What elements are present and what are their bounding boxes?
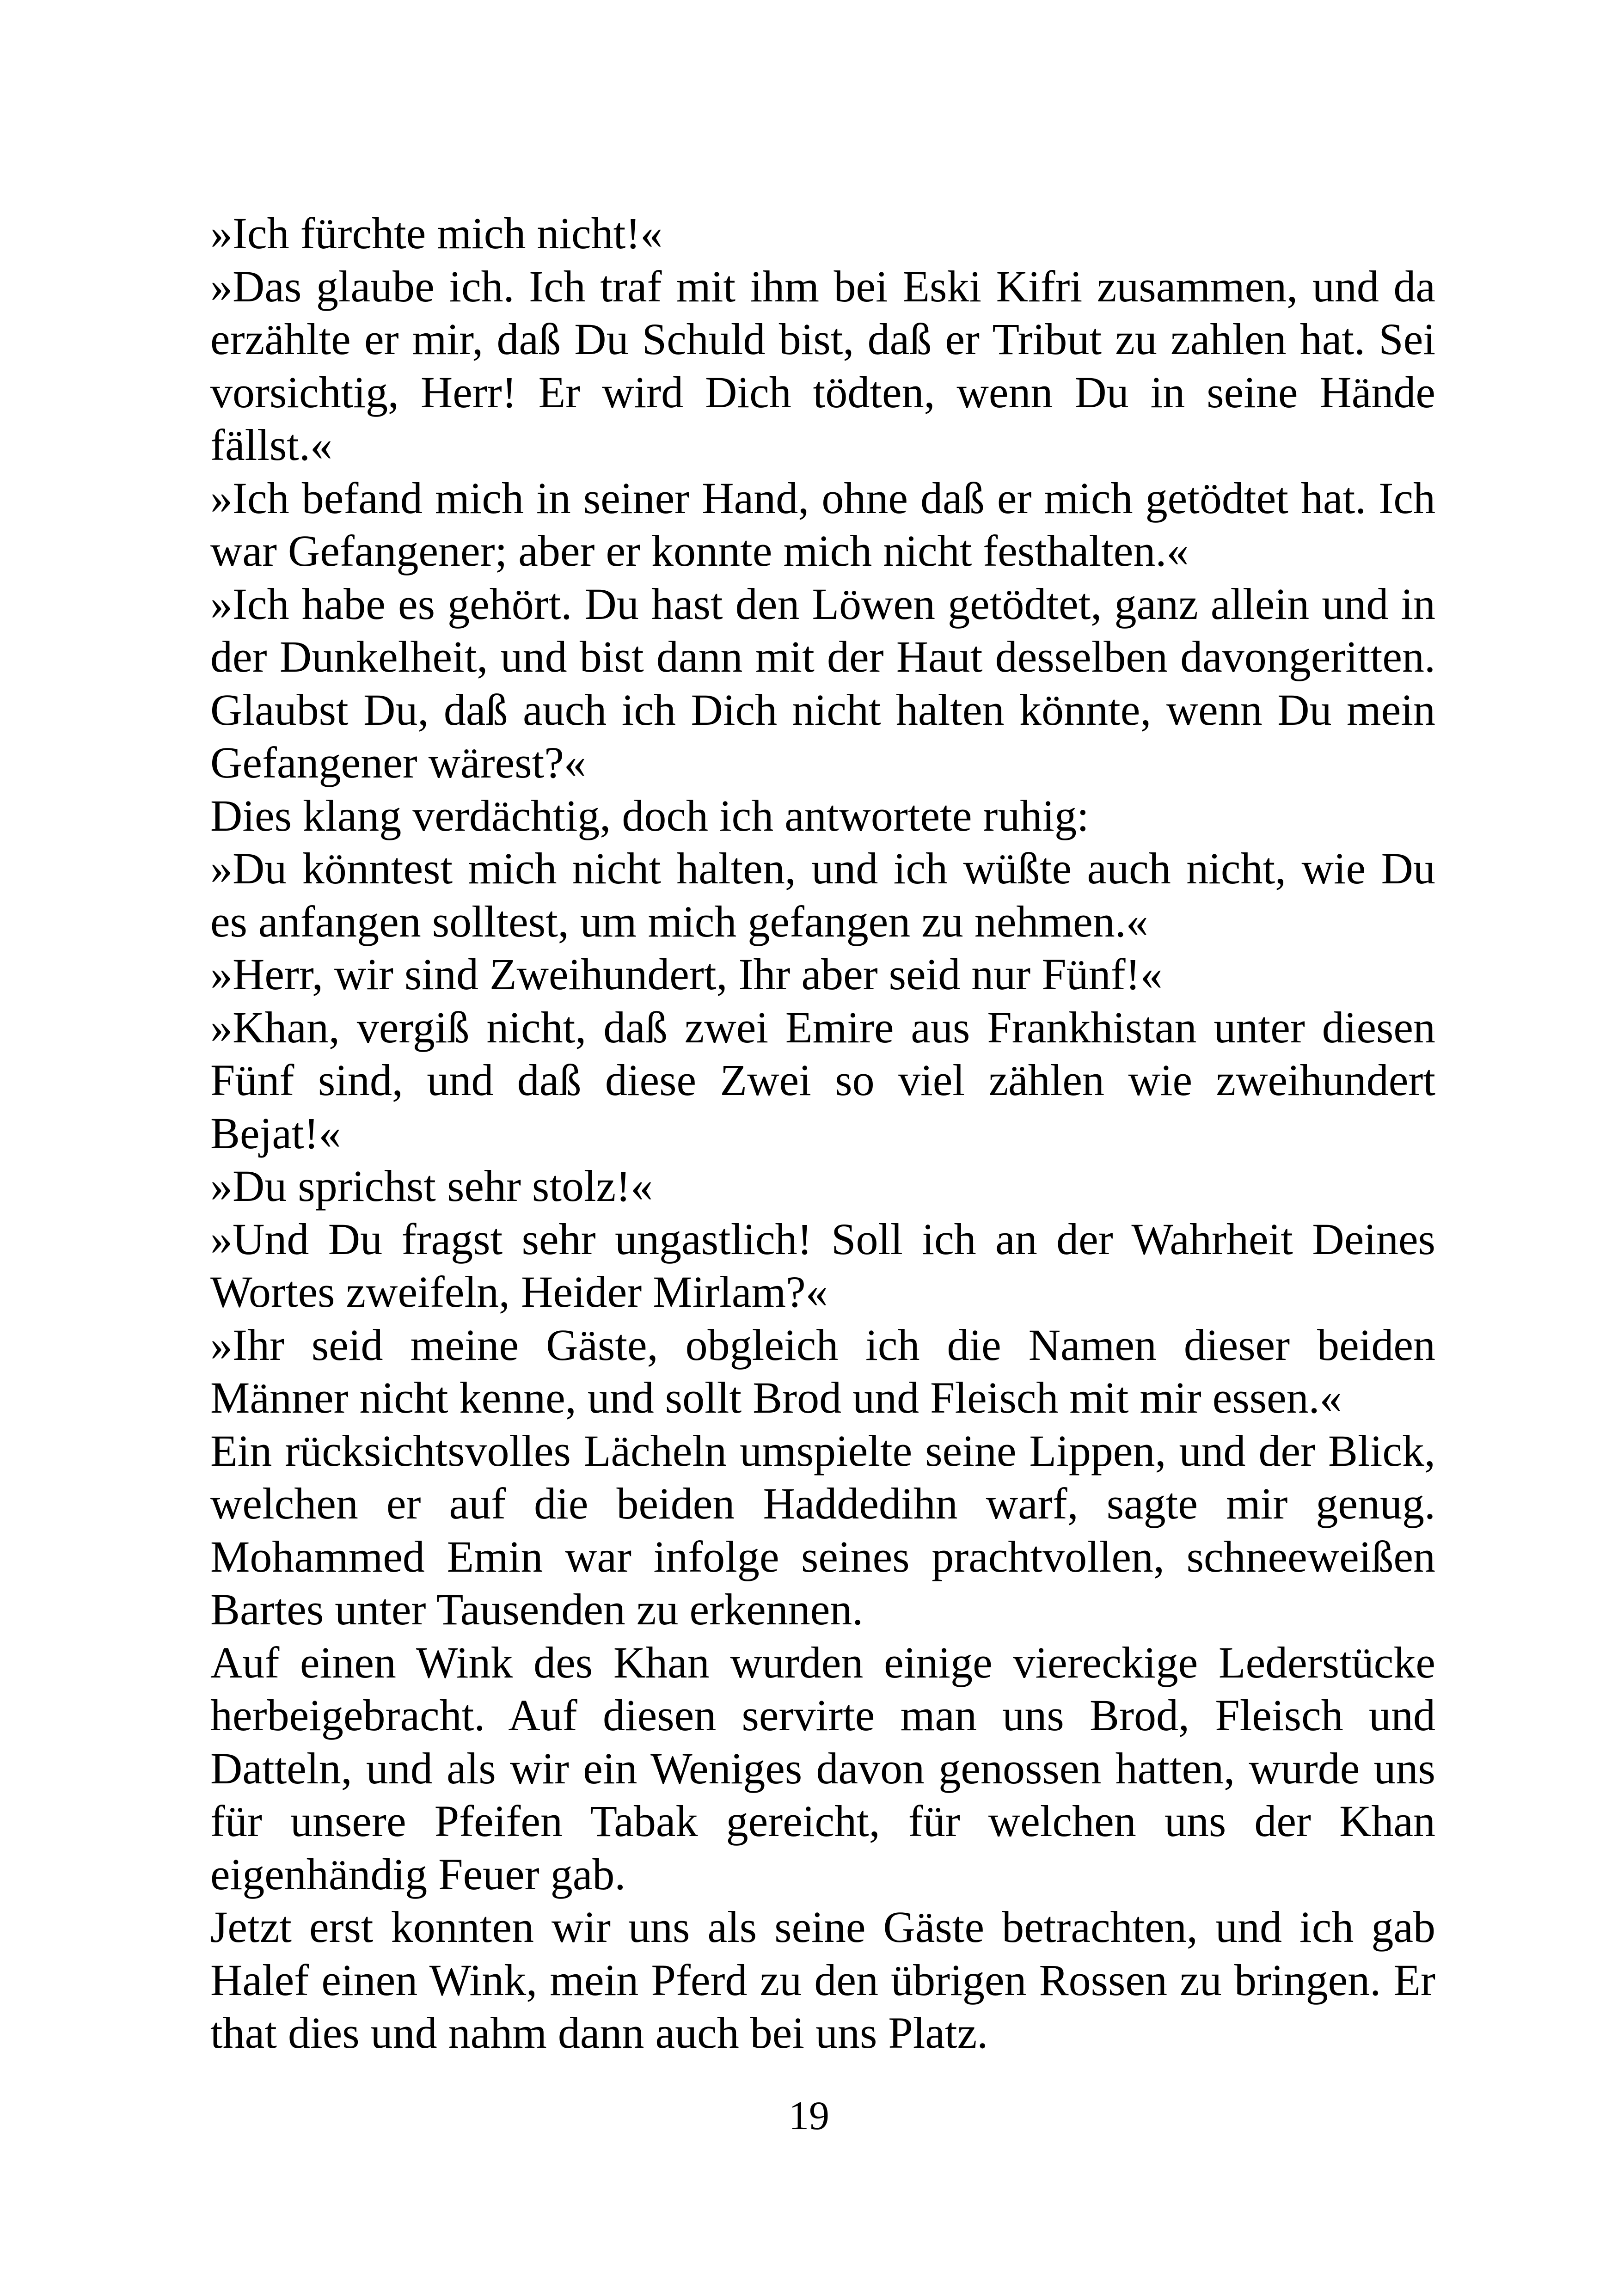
- paragraph: »Khan, vergiß nicht, daß zwei Emire aus Frankhistan unter diesen Fünf sind, und daß diese Zwei so viel zählen wie zweihundert Bejat!«: [210, 1002, 1435, 1158]
- paragraph: »Du sprichst sehr stolz!«: [210, 1161, 653, 1211]
- paragraph: Jetzt erst konnten wir uns als seine Gäste betrachten, und ich gab Halef einen Wink, mein Pferd zu den übrigen Rossen zu bringen. Er that dies und nahm dann auch bei uns Platz.: [210, 1902, 1435, 2057]
- paragraph: »Ich fürchte mich nicht!«: [210, 208, 663, 258]
- page-number: 19: [789, 2094, 829, 2138]
- paragraph: Ein rücksichtsvolles Lächeln umspielte seine Lippen, und der Blick, welchen er auf die beiden Haddedihn warf, sagte mir genug. Mohammed Emin war infolge seines prachtvollen, schneeweißen Bartes unter Tausenden zu erkennen.: [210, 1426, 1435, 1634]
- paragraph: »Und Du fragst sehr ungastlich! Soll ich an der Wahrheit Deines Wortes zweifeln, Heider Mirlam?«: [210, 1214, 1435, 1316]
- paragraph: »Ihr seid meine Gäste, obgleich ich die Namen dieser beiden Männer nicht kenne, und sollt Brod und Fleisch mit mir essen.«: [210, 1320, 1435, 1422]
- paragraph: »Herr, wir sind Zweihundert, Ihr aber seid nur Fünf!«: [210, 949, 1163, 999]
- paragraph: »Du könntest mich nicht halten, und ich wüßte auch nicht, wie Du es anfangen solltest, um mich gefangen zu nehmen.«: [210, 844, 1435, 946]
- body-text: [210, 207, 1435, 2060]
- paragraph: »Ich habe es gehört. Du hast den Löwen getödtet, ganz allein und in der Dunkelheit, und bist dann mit der Haut desselben davongeritten. Glaubst Du, daß auch ich Dich nicht halten könnte, wenn Du mein Gefangener wärest?«: [210, 579, 1435, 787]
- paragraph: »Ich befand mich in seiner Hand, ohne daß er mich getödtet hat. Ich war Gefangener; aber er konnte mich nicht festhalten.«: [210, 473, 1435, 576]
- paragraph: Dies klang verdächtig, doch ich antwortete ruhig:: [210, 790, 1089, 840]
- paragraph: Auf einen Wink des Khan wurden einige viereckige Lederstücke herbeigebracht. Auf diesen servirte man uns Brod, Fleisch und Datteln, und als wir ein Weniges davon genossen hatten, wurde uns für unsere Pfeifen Tabak gereicht, für welchen uns der Khan eigenhändig Feuer gab.: [210, 1637, 1435, 1899]
- paragraph: »Das glaube ich. Ich traf mit ihm bei Eski Kifri zusammen, und da erzählte er mir, daß Du Schuld bist, daß er Tribut zu zahlen hat. Sei vorsichtig, Herr! Er wird Dich tödten, wenn Du in seine Hände fällst.«: [210, 261, 1435, 470]
